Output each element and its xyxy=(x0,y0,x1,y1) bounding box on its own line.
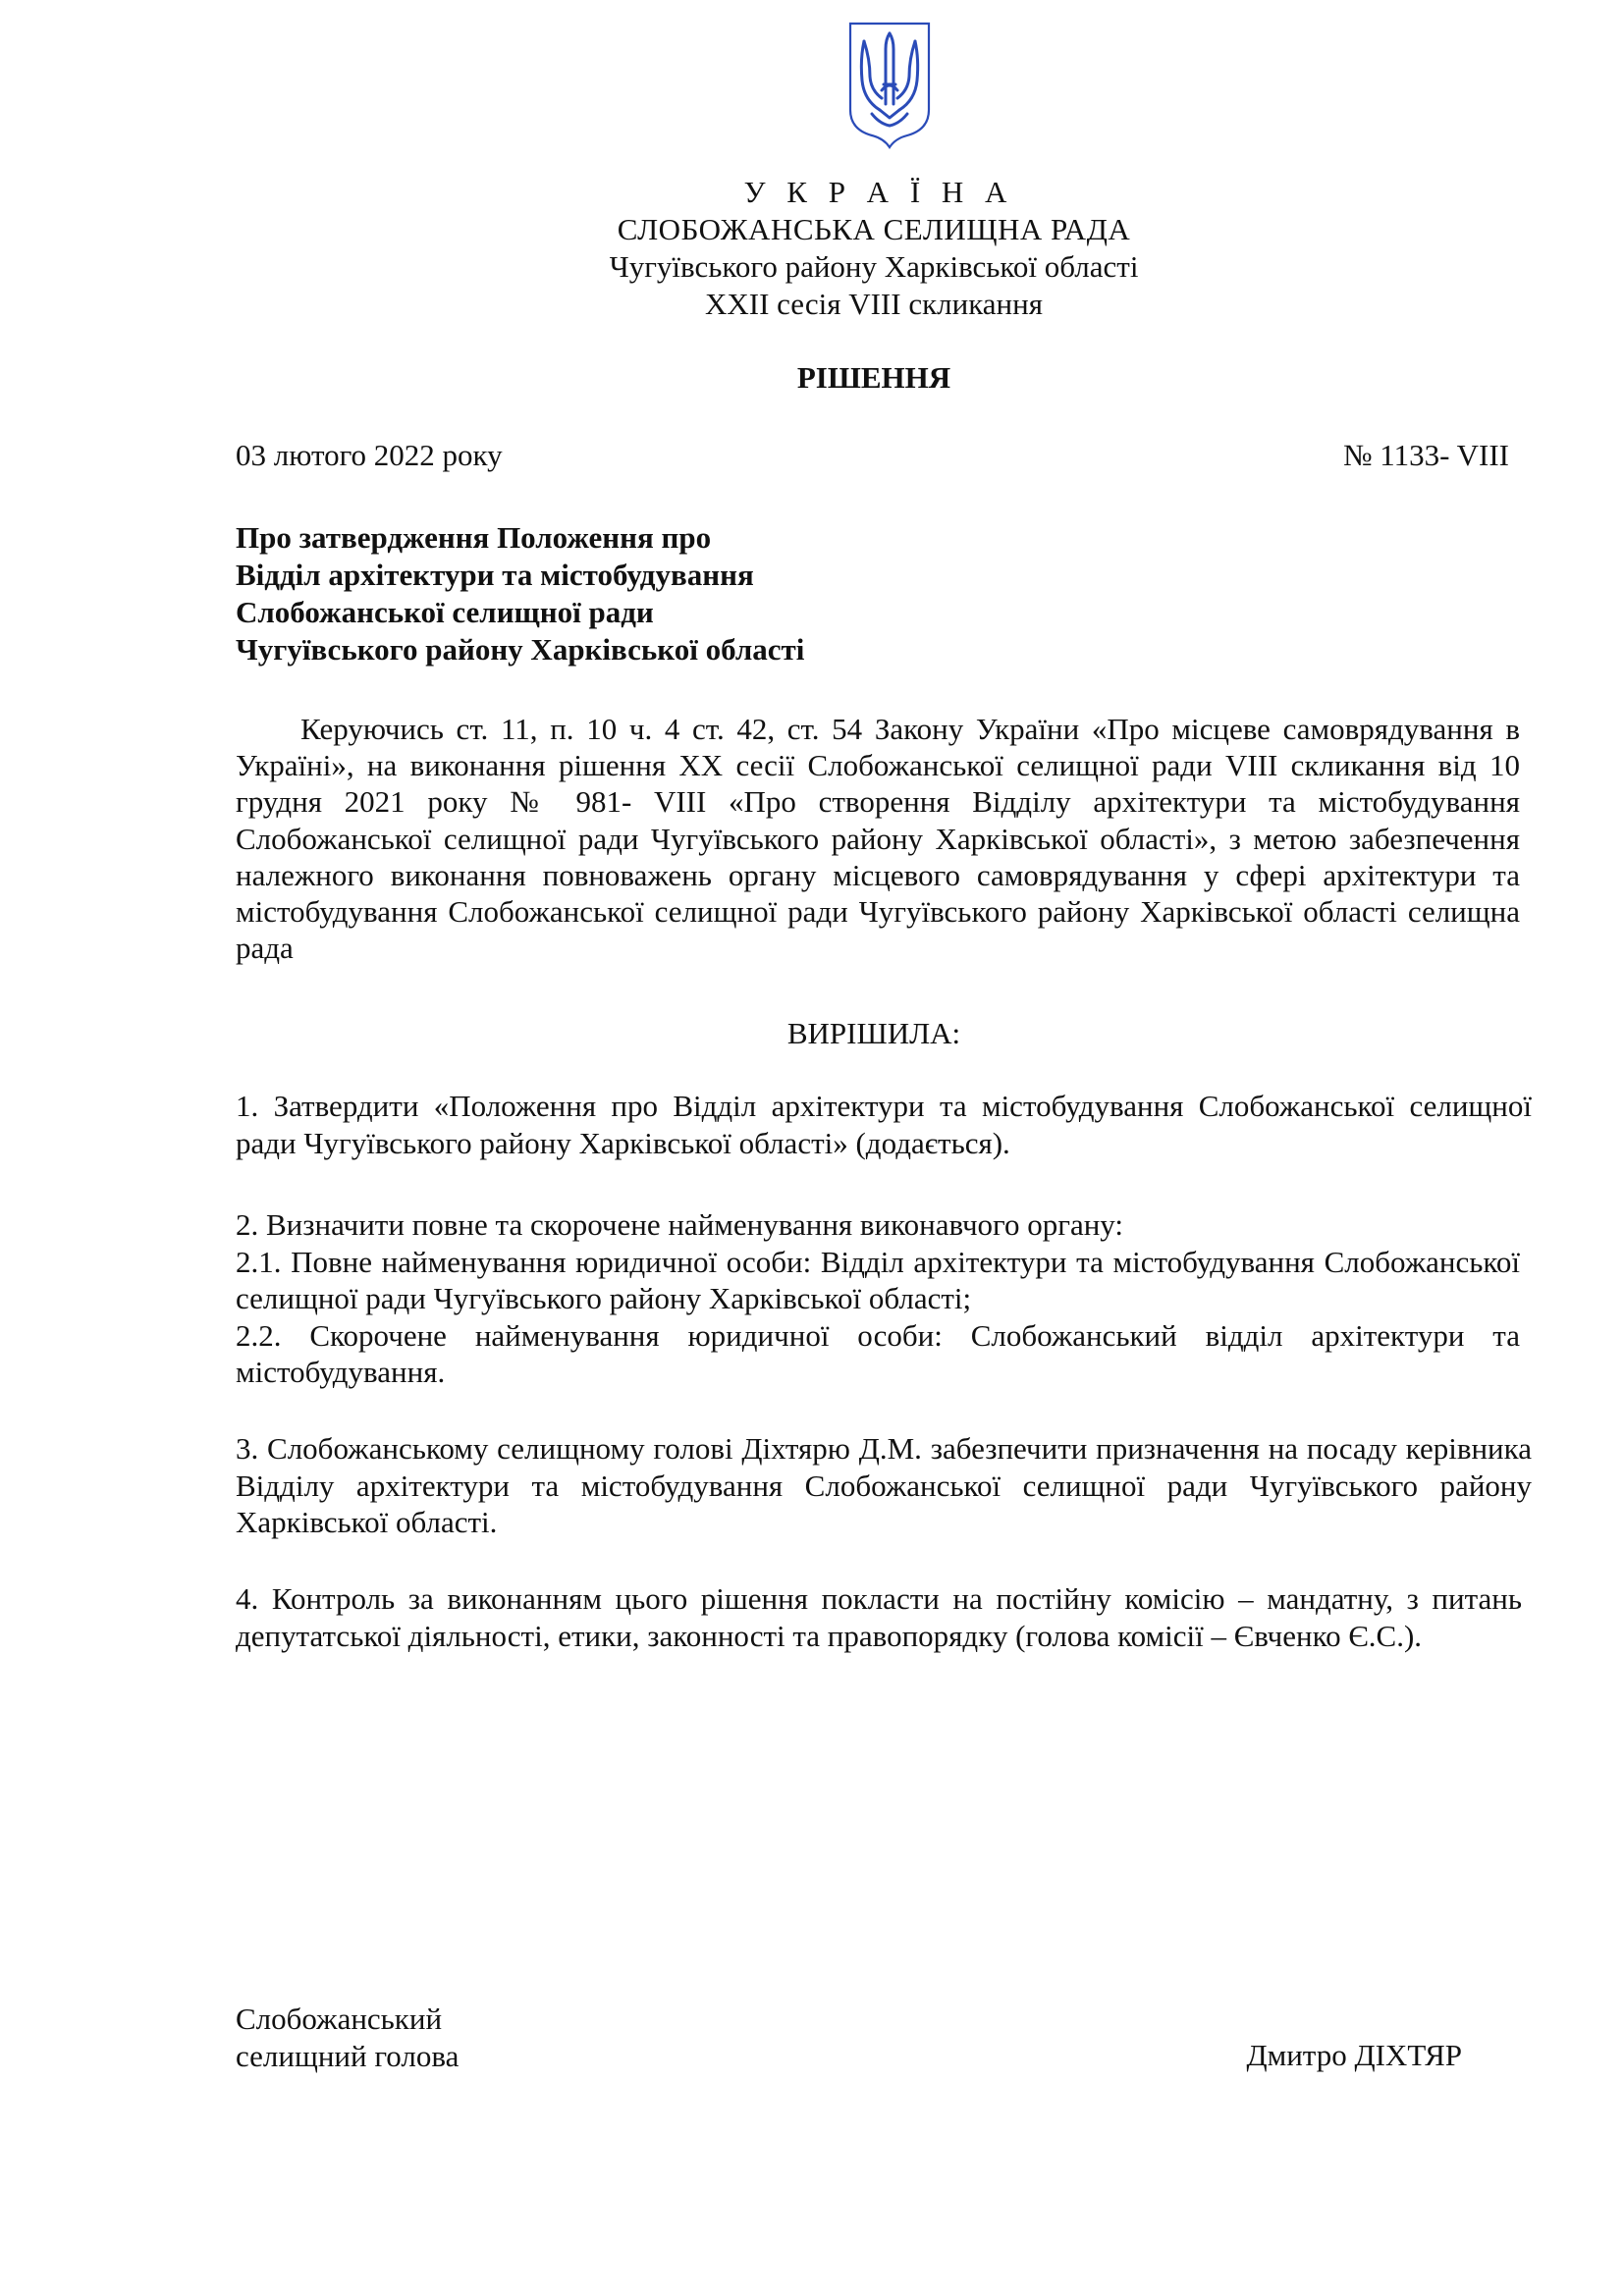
coat-of-arms-icon xyxy=(844,20,935,149)
subject-line: Слобожанської селищної ради xyxy=(236,595,654,629)
signatory-position-line: Слобожанський xyxy=(236,2002,443,2036)
decision-date: 03 лютого 2022 року xyxy=(236,438,503,472)
district-name: Чугуївського району Харківської області xyxy=(609,249,1139,284)
council-name: СЛОБОЖАНСЬКА СЕЛИЩНА РАДА xyxy=(617,212,1131,246)
decision-item-2 xyxy=(236,1206,1532,1391)
decision-item-2-1: 2.1. Повне найменування юридичної особи: Відділ архітектури та містобудування Слобожанської селищної ради Чугуївського району Харківської області; xyxy=(236,1244,1520,1315)
subject-line: Про затвердження Положення про xyxy=(236,520,712,555)
preamble-paragraph: Керуючись ст. 11, п. 10 ч. 4 ст. 42, ст. 54 Закону України «Про місцеве самоврядування в Україні», на виконання рішення XX сесії Слобожанської селищної ради VIII скликання від 10 грудня 2021 року № 981- VIII «Про створення Відділу архітектури та містобудування Слобожанської селищної ради Чугуївського району Харківської області», з метою забезпечення належного виконання повноважень органу місцевого самоврядування у сфері архітектури та містобудування Слобожанської селищної ради Чугуївського району Харківської області селищна рада xyxy=(236,712,1520,966)
decision-item-4: 4. Контроль за виконанням цього рішення покласти на постійну комісію – мандатну, з питань депутатської діяльності, етики, законності та правопорядку (голова комісії – Євченко Є.С.). xyxy=(236,1581,1522,1653)
resolved-heading: ВИРІШИЛА: xyxy=(786,1016,961,1050)
decision-subject xyxy=(236,519,804,668)
decision-item-2-text: 2. Визначити повне та скорочене найменування виконавчого органу: xyxy=(236,1207,1123,1242)
signatory-name: Дмитро ДІХТЯР xyxy=(1246,2038,1462,2072)
decision-number: № 1133- VIII xyxy=(1342,438,1509,472)
decision-title: РІШЕННЯ xyxy=(796,360,951,395)
country-name: У К Р А Ї Н А xyxy=(743,175,1014,209)
decision-item-1: 1. Затвердити «Положення про Відділ архітектури та містобудування Слобожанської селищної ради Чугуївського району Харківської області» (додається). xyxy=(236,1089,1532,1160)
session-info: XXII сесія VIII скликання xyxy=(705,287,1043,321)
subject-line: Відділ архітектури та містобудування xyxy=(236,558,754,592)
decision-item-2-2: 2.2. Скорочене найменування юридичної особи: Слобожанський відділ архітектури та містобудування. xyxy=(236,1317,1520,1389)
decision-item-3: 3. Слобожанському селищному голові Діхтярю Д.М. забезпечити призначення на посаду керівника Відділу архітектури та містобудування Слобожанської селищної ради Чугуївського району Харківської області. xyxy=(236,1431,1532,1539)
signatory-position-line: селищний голова xyxy=(236,2039,460,2073)
subject-line: Чугуївського району Харківської області xyxy=(236,632,805,667)
signatory-position xyxy=(236,2001,459,2075)
